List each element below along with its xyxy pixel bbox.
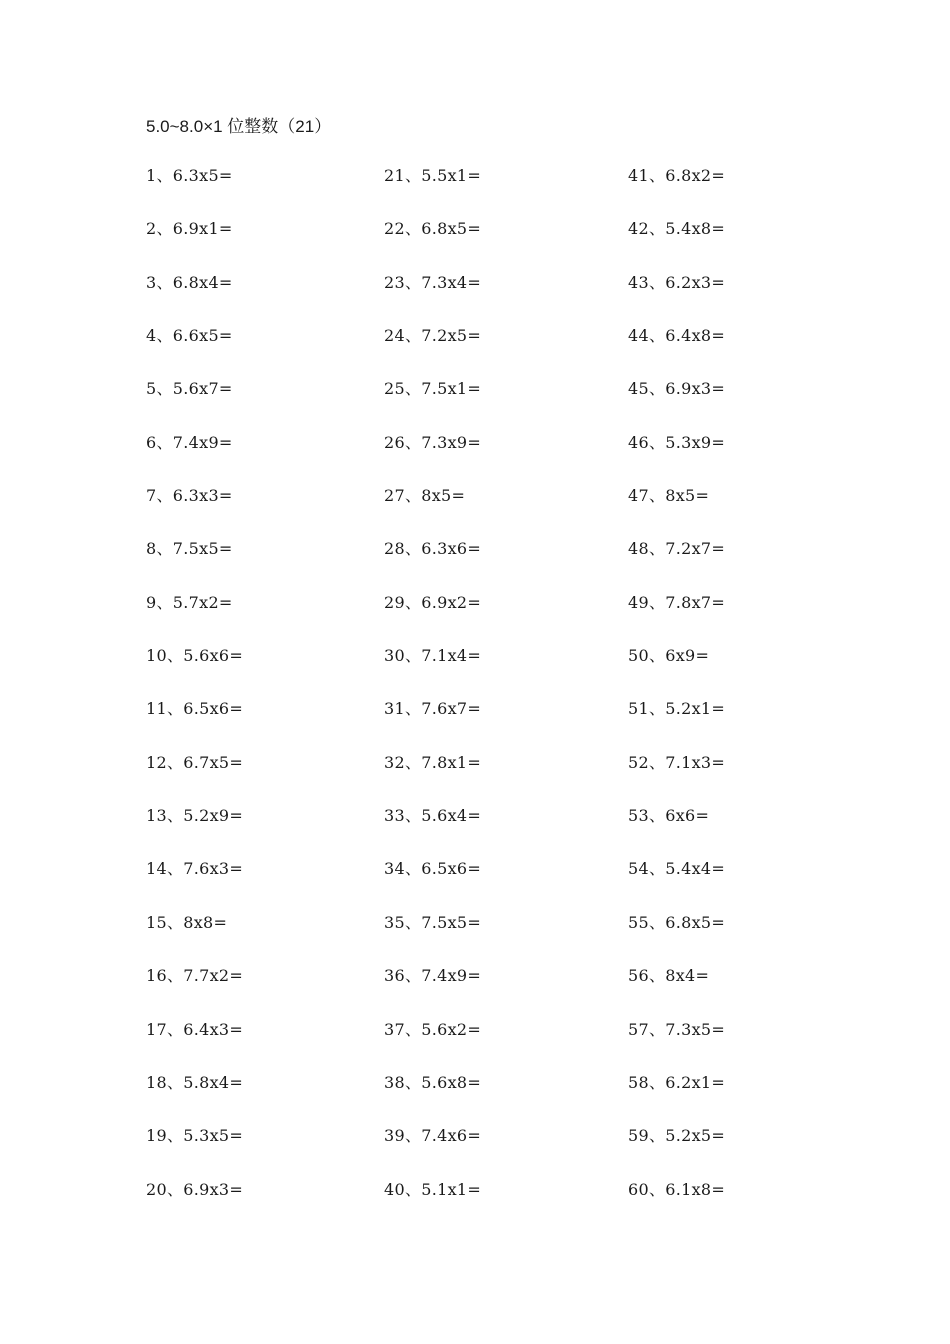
problem-item: 15、8x8= bbox=[146, 912, 228, 932]
problem-item: 53、6x6= bbox=[628, 806, 710, 826]
problem-item: 25、7.5x1= bbox=[384, 379, 482, 399]
problem-item: 54、5.4x4= bbox=[628, 859, 726, 879]
problem-item: 55、6.8x5= bbox=[628, 912, 726, 932]
problem-item: 51、5.2x1= bbox=[628, 699, 726, 719]
problem-item: 18、5.8x4= bbox=[146, 1072, 244, 1092]
problem-item: 37、5.6x2= bbox=[384, 1019, 482, 1039]
problem-item: 17、6.4x3= bbox=[146, 1019, 244, 1039]
problem-item: 46、5.3x9= bbox=[628, 432, 726, 452]
problem-item: 7、6.3x3= bbox=[146, 486, 233, 506]
problem-item: 13、5.2x9= bbox=[146, 806, 244, 826]
problem-item: 6、7.4x9= bbox=[146, 432, 233, 452]
problem-item: 35、7.5x5= bbox=[384, 912, 482, 932]
problem-item: 41、6.8x2= bbox=[628, 166, 726, 185]
problem-column-2 bbox=[384, 166, 481, 1233]
problem-item: 48、7.2x7= bbox=[628, 539, 726, 559]
problem-item: 40、5.1x1= bbox=[384, 1179, 482, 1199]
problem-item: 34、6.5x6= bbox=[384, 859, 482, 879]
problem-item: 4、6.6x5= bbox=[146, 326, 233, 346]
problem-item: 42、5.4x8= bbox=[628, 219, 726, 239]
problem-column-1 bbox=[146, 166, 243, 1233]
problem-item: 33、5.6x4= bbox=[384, 806, 482, 826]
problem-item: 27、8x5= bbox=[384, 486, 466, 506]
problem-item: 56、8x4= bbox=[628, 966, 710, 986]
problem-item: 32、7.8x1= bbox=[384, 752, 482, 772]
problem-item: 20、6.9x3= bbox=[146, 1179, 244, 1199]
problem-item: 58、6.2x1= bbox=[628, 1072, 726, 1092]
problem-item: 8、7.5x5= bbox=[146, 539, 233, 559]
problem-item: 30、7.1x4= bbox=[384, 646, 482, 666]
problem-item: 3、6.8x4= bbox=[146, 272, 233, 292]
problem-item: 50、6x9= bbox=[628, 646, 710, 666]
problem-item: 60、6.1x8= bbox=[628, 1179, 726, 1199]
problem-item: 31、7.6x7= bbox=[384, 699, 482, 719]
page-title: 5.0~8.0×1 位整数（21） bbox=[146, 117, 332, 136]
problem-item: 24、7.2x5= bbox=[384, 326, 482, 346]
problem-item: 57、7.3x5= bbox=[628, 1019, 726, 1039]
problem-item: 47、8x5= bbox=[628, 486, 710, 506]
problem-item: 43、6.2x3= bbox=[628, 272, 726, 292]
problem-item: 23、7.3x4= bbox=[384, 272, 482, 292]
problem-item: 44、6.4x8= bbox=[628, 326, 726, 346]
problem-item: 9、5.7x2= bbox=[146, 592, 233, 612]
problem-item: 22、6.8x5= bbox=[384, 219, 482, 239]
problem-column-3 bbox=[628, 166, 725, 1233]
problem-item: 26、7.3x9= bbox=[384, 432, 482, 452]
problem-item: 52、7.1x3= bbox=[628, 752, 726, 772]
problem-item: 14、7.6x3= bbox=[146, 859, 244, 879]
problem-item: 36、7.4x9= bbox=[384, 966, 482, 986]
problem-item: 29、6.9x2= bbox=[384, 592, 482, 612]
problem-item: 12、6.7x5= bbox=[146, 752, 244, 772]
problem-item: 16、7.7x2= bbox=[146, 966, 244, 986]
problem-item: 1、6.3x5= bbox=[146, 166, 233, 185]
problem-item: 28、6.3x6= bbox=[384, 539, 482, 559]
problem-item: 39、7.4x6= bbox=[384, 1126, 482, 1146]
problem-item: 45、6.9x3= bbox=[628, 379, 726, 399]
problem-item: 21、5.5x1= bbox=[384, 166, 482, 185]
problem-item: 11、6.5x6= bbox=[146, 699, 244, 719]
problem-item: 59、5.2x5= bbox=[628, 1126, 726, 1146]
problem-item: 10、5.6x6= bbox=[146, 646, 244, 666]
problem-item: 49、7.8x7= bbox=[628, 592, 726, 612]
problem-item: 2、6.9x1= bbox=[146, 219, 233, 239]
problem-item: 19、5.3x5= bbox=[146, 1126, 244, 1146]
problem-item: 5、5.6x7= bbox=[146, 379, 233, 399]
problem-item: 38、5.6x8= bbox=[384, 1072, 482, 1092]
